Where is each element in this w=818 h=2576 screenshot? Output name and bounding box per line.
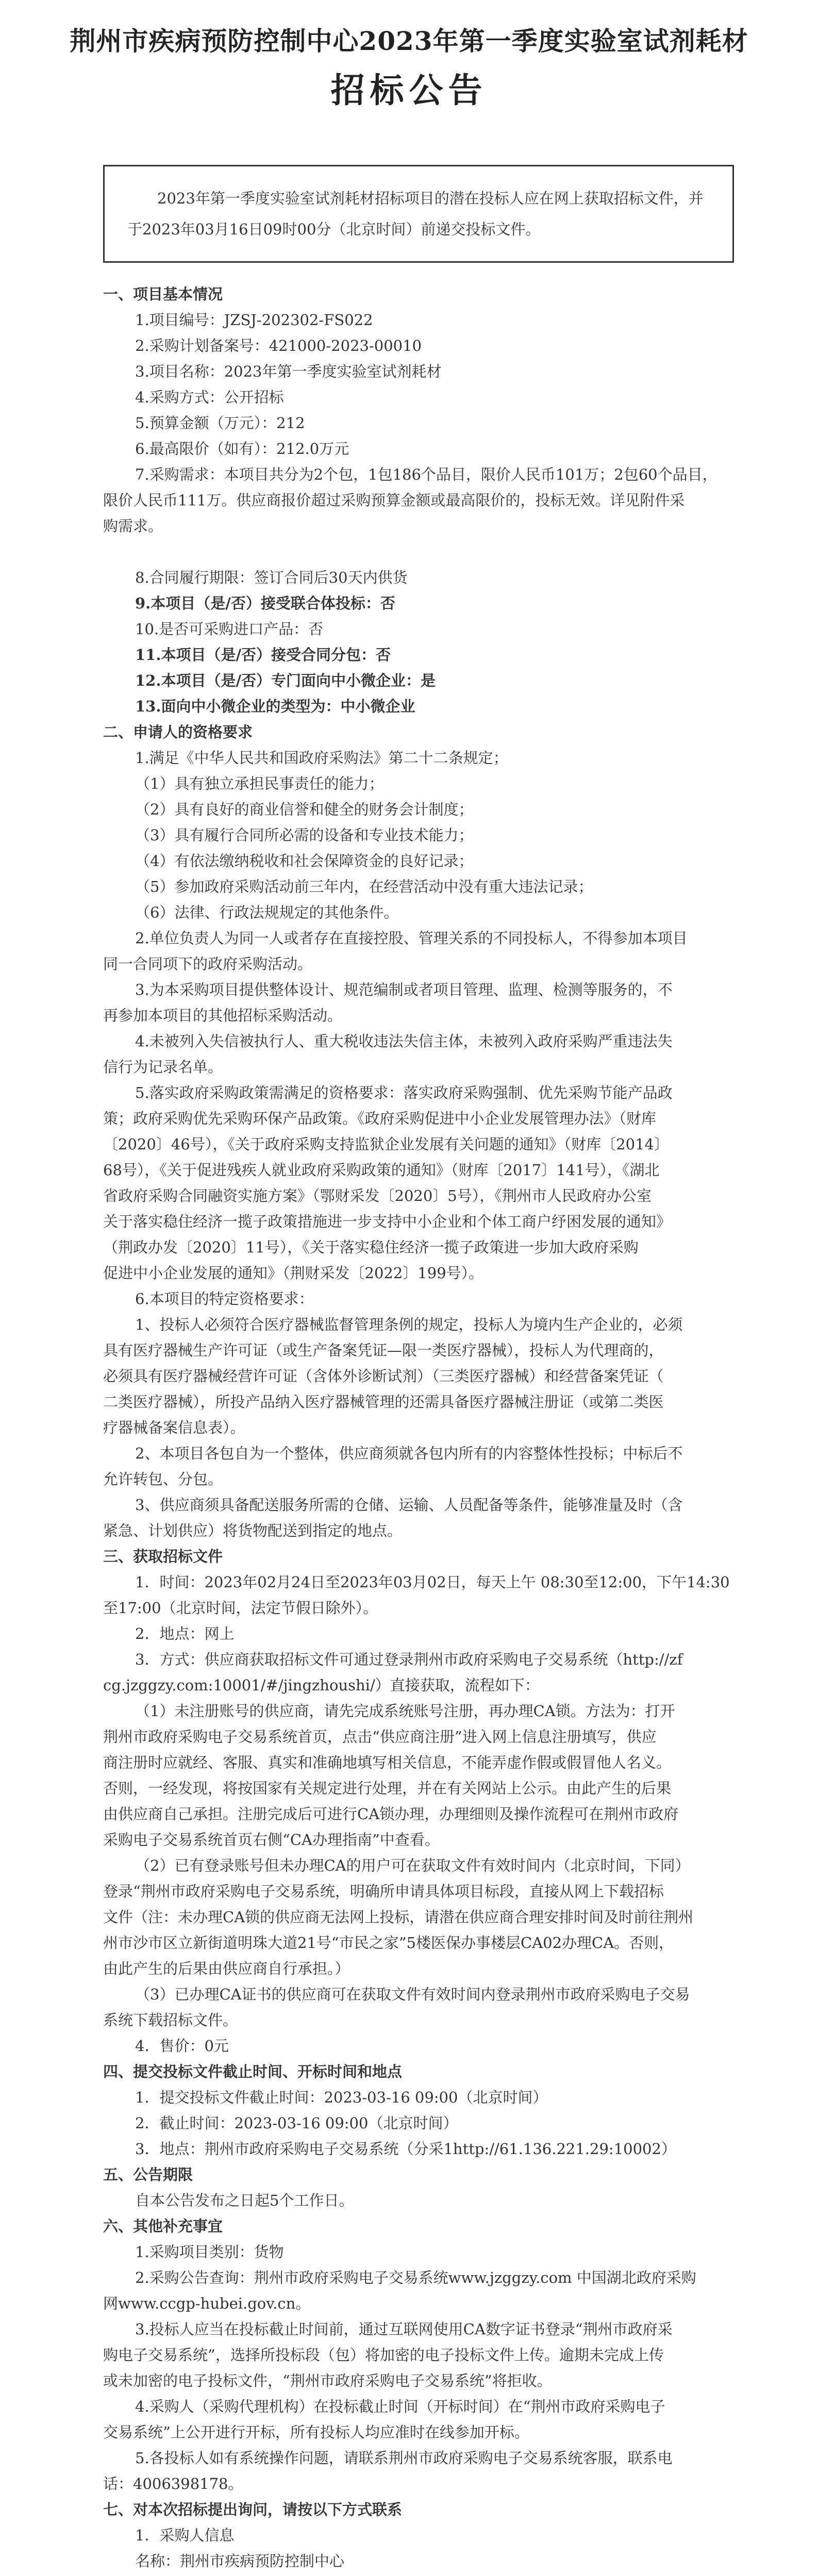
body-line: 3.投标人应当在投标截止时间前，通过互联网使用CA数字证书登录“荆州市政府采 [135, 2320, 673, 2338]
body-line: 1．时间：2023年02月24日至2023年03月02日，每天上午 08:30至12:00，下午14:30 [135, 1573, 730, 1591]
body-line: 4.未被列入失信被执行人、重大税收违法失信主体，未被列入政府采购严重违法失 [135, 1032, 673, 1050]
body-line: 〔2020〕46号），《关于政府采购支持监狱企业发展有关问题的通知》（财库〔2014〕 [103, 1136, 670, 1153]
body-line: 允许转包、分包。 [103, 1470, 223, 1488]
body-line: cg.jzggzy.com:10001/#/jingzhoushi/）直接获取，流程如下： [103, 1676, 540, 1694]
body-line: 12.本项目（是/否）专门面向中小微企业：是 [135, 672, 436, 689]
body-line: 由供应商自己承担。注册完成后可进行CA锁办理，办理细则及操作流程可在荆州市政府 [103, 1805, 679, 1823]
body-line: 6.最高限价（如有）：212.0万元 [135, 440, 349, 457]
body-line: 3.为本采购项目提供整体设计、规范编制或者项目管理、监理、检测等服务的，不 [135, 981, 673, 998]
body-line: 或未加密的电子投标文件，“荆州市政府采购电子交易系统”将拒收。 [103, 2372, 552, 2389]
body-line: 2、本项目各包自为一个整体，供应商须就各包内所有的内容整体性投标；中标后不 [135, 1445, 683, 1462]
body-line: （2）已有登录账号但未办理CA的用户可在获取文件有效时间内（北京时间，下同） [135, 1857, 690, 1874]
body-line: （4）有依法缴纳税收和社会保障资金的良好记录； [135, 852, 474, 870]
body-line: 省政府采购合同融资实施方案》（鄂财采发〔2020〕5号），《荆州市人民政府办公室 [103, 1187, 652, 1205]
body-line: 话：4006398178。 [103, 2475, 243, 2493]
body-line: 关于落实稳住经济一揽子政策措施进一步支持中小企业和个体工商户纾困发展的通知》 [103, 1213, 672, 1230]
body-line: 2．截止时间：2023-03-16 09:00（北京时间） [135, 2114, 458, 2132]
body-line: 采购电子交易系统首页右侧“CA办理指南”中查看。 [103, 1831, 440, 1849]
body-line: 荆州市政府采购电子交易系统首页，点击“供应商注册”进入网上信息注册填写，供应 [103, 1728, 657, 1745]
body-line: 1.满足《中华人民共和国政府采购法》第二十二条规定； [135, 749, 508, 767]
body-line: 4．售价：0元 [135, 2037, 229, 2055]
section-heading: 五、公告期限 [103, 2166, 193, 2183]
notice-box: 2023年第一季度实验室试剂耗材招标项目的潜在投标人应在网上获取招标文件，并于2023年03月16日09时00分（北京时间）前递交投标文件。 [103, 165, 734, 263]
body-line: 州市沙市区立新街道明珠大道21号“市民之家”5楼医保办事楼层CA02办理CA。否则， [103, 1934, 674, 1952]
body-line: 系统下载招标文件。 [103, 2011, 238, 2029]
body-line: 由此产生的后果由供应商自行承担。） [103, 1960, 350, 1977]
document-header [0, 0, 818, 113]
body-line: 策；政府采购优先采购环保产品政策。《政府采购促进中小企业发展管理办法》（财库 [103, 1110, 657, 1127]
section-heading: 四、提交投标文件截止时间、开标时间和地点 [103, 2063, 403, 2080]
body-line: 13.面向中小微企业的类型为：中小微企业 [135, 698, 415, 715]
body-line: 2．地点：网上 [135, 1625, 235, 1642]
section-heading: 二、申请人的资格要求 [103, 723, 253, 741]
body-line: （荆政办发〔2020〕11号），《关于落实稳住经济一揽子政策进一步加大政府采购 [103, 1239, 639, 1256]
body-line: 11.本项目（是/否）接受合同分包：否 [135, 646, 391, 664]
body-line: 信行为记录名单。 [103, 1058, 223, 1076]
body-line: 交易系统”上公开进行开标，所有投标人均应准时在线参加开标。 [103, 2424, 529, 2441]
body-line: 商注册时应就经、客服、真实和准确地填写相关信息，不能弄虚作假或假冒他人名义。 [103, 1754, 672, 1771]
document-title: 荆州市疾病预防控制中心2023年第一季度实验室试剂耗材 [70, 26, 748, 56]
body-line: 2.采购计划备案号：421000-2023-00010 [135, 337, 422, 354]
body-line: 4.采购方式：公开招标 [135, 388, 284, 406]
body-line: （3）已办理CA证书的供应商可在获取文件有效时间内登录荆州市政府采购电子交易 [135, 1986, 690, 2003]
body-line: 疗器械备案信息表）。 [103, 1419, 245, 1436]
body-line: 促进中小企业发展的通知》（荆财采发〔2022〕199号）。 [103, 1264, 484, 1282]
body-line: 4.采购人（采购代理机构）在投标截止时间（开标时间）在“荆州市政府采购电子 [135, 2398, 665, 2415]
body-line: 10.是否可采购进口产品：否 [135, 620, 324, 638]
body-line: 68号），《关于促进残疾人就业政府采购政策的通知》（财库〔2017〕141号），《湖北 [103, 1161, 660, 1179]
body-line: 网www.ccgp-hubei.gov.cn。 [103, 2295, 311, 2312]
body-line: 1．提交投标文件截止时间：2023-03-16 09:00（北京时间） [135, 2089, 548, 2106]
body-line: 2.采购公告查询：荆州市政府采购电子交易系统www.jzggzy.com 中国湖北政府采购 [135, 2269, 696, 2286]
body-line: 3.项目名称：2023年第一季度实验室试剂耗材 [135, 363, 442, 380]
body-line: 自本公告发布之日起5个工作日。 [135, 2192, 354, 2209]
body-line: 购需求。 [103, 517, 163, 535]
body-line: （2）具有良好的商业信誉和健全的财务会计制度； [135, 801, 474, 818]
body-line: 2.单位负责人为同一人或者存在直接控股、管理关系的不同投标人，不得参加本项目 [135, 929, 688, 947]
body-line: 必须具有医疗器械经营许可证（含体外诊断试剂）（三类医疗器械）和经营备案凭证（ [103, 1367, 664, 1385]
body-line: 具有医疗器械生产许可证（或生产备案凭证—限一类医疗器械），投标人为代理商的， [103, 1342, 664, 1359]
body-line: 同一合同项下的政府采购活动。 [103, 955, 313, 973]
body-line: 3．方式：供应商获取招标文件可通过登录荆州市政府采购电子交易系统（http://zf [135, 1651, 683, 1668]
body-line: 再参加本项目的其他招标采购活动。 [103, 1007, 343, 1024]
body-line: 名称：荆州市疾病预防控制中心 [135, 2552, 345, 2570]
body-line [103, 2574, 734, 2576]
body-line: 限价人民币111万。供应商报价超过采购预算金额或最高限价的，投标无效。详见附件采 [103, 492, 685, 509]
document-subtitle: 招标公告 [330, 70, 488, 110]
announcement-body [103, 281, 734, 2576]
body-line: 至17:00（北京时间，法定节假日除外）。 [103, 1599, 378, 1617]
body-line: 紧急、计划供应）将货物配送到指定的地点。 [103, 1522, 403, 1539]
body-line: 8.合同履行期限：签订合同后30天内供货 [135, 569, 408, 586]
section-heading: 六、其他补充事宜 [103, 2217, 223, 2235]
body-line: 6.本项目的特定资格要求： [135, 1290, 314, 1308]
body-line: （6）法律、行政法规规定的其他条件。 [135, 904, 399, 921]
body-line: 1．采购人信息 [135, 2527, 235, 2544]
body-line: 5.落实政府采购政策需满足的资格要求：落实政府采购强制、优先采购节能产品政 [135, 1084, 673, 1101]
body-line: 购电子交易系统”，选择所投标段（包）将加密的电子投标文件上传。逾期未完成上传 [103, 2346, 664, 2364]
section-heading: 七、对本次招标提出询问，请按以下方式联系 [103, 2501, 403, 2518]
body-line: （1）未注册账号的供应商，请先完成系统账号注册，再办理CA锁。方法为：打开 [135, 1702, 675, 1720]
body-line: 1.采购项目类别：货物 [135, 2243, 284, 2261]
body-line: 1.项目编号：JZSJ-202302-FS022 [135, 311, 373, 329]
body-line: 5.预算金额（万元）：212 [135, 414, 305, 432]
body-line: 否则，一经发现，将按国家有关规定进行处理，并在有关网站上公示。由此产生的后果 [103, 1780, 672, 1797]
body-line: 文件（注：未办理CA锁的供应商无法网上投标，请潜在供应商合理安排时间及时前往荆州 [103, 1908, 694, 1926]
section-heading: 三、获取招标文件 [103, 1548, 223, 1565]
body-line: 二类医疗器械），所投产品纳入医疗器械管理的还需具备医疗器械注册证（或第二类医 [103, 1393, 664, 1411]
body-line: 3．地点：荆州市政府采购电子交易系统（分采1http://61.136.221.29:10002） [135, 2140, 676, 2158]
body-line: 1、投标人必须符合医疗器械监督管理条例的规定，投标人为境内生产企业的，必须 [135, 1316, 683, 1333]
body-line: 9.本项目（是/否）接受联合体投标：否 [135, 595, 395, 612]
body-line: 5.各投标人如有系统操作问题，请联系荆州市政府采购电子交易系统客服，联系电 [135, 2449, 673, 2467]
body-line: 7.采购需求：本项目共分为2个包，1包186个品目，限价人民币101万；2包60个品目， [135, 466, 717, 483]
body-line: （1）具有独立承担民事责任的能力； [135, 775, 384, 792]
body-line: 3、供应商须具备配送服务所需的仓储、运输、人员配备等条件，能够准量及时（含 [135, 1496, 683, 1514]
body-line: （3）具有履行合同所必需的设备和专业技术能力； [135, 826, 474, 844]
body-line: （5）参加政府采购活动前三年内，在经营活动中没有重大违法记录； [135, 878, 593, 895]
section-heading: 一、项目基本情况 [103, 285, 223, 303]
body-line: 登录“荆州市政府采购电子交易系统，明确所申请具体项目标段，直接从网上下载招标 [103, 1883, 664, 1900]
body-line [103, 539, 734, 565]
